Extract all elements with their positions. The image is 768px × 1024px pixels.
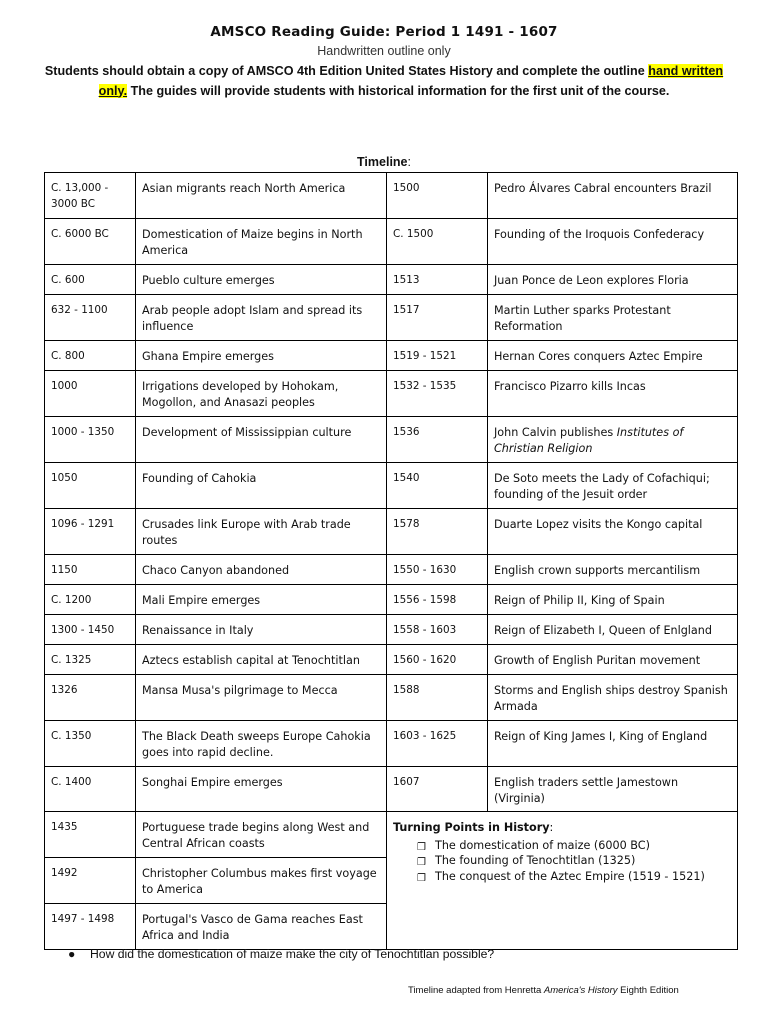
bullet-icon: ● (68, 947, 76, 961)
date-cell: C. 6000 BC (45, 219, 136, 265)
date-cell: 1558 - 1603 (387, 615, 488, 645)
table-row (45, 675, 738, 721)
date-cell: 1500 (387, 173, 488, 219)
event-cell: Portuguese trade begins along West and Central African coasts (136, 812, 387, 858)
event-cell: Francisco Pizarro kills Incas (488, 371, 738, 417)
date-cell: 1519 - 1521 (387, 341, 488, 371)
date-cell: 1513 (387, 265, 488, 295)
table-row (45, 812, 738, 858)
event-cell: Arab people adopt Islam and spread its influence (136, 295, 387, 341)
date-cell: C. 1325 (45, 645, 136, 675)
event-cell: Songhai Empire emerges (136, 767, 387, 812)
event-cell: Mali Empire emerges (136, 585, 387, 615)
footer-book-title: America's History (543, 985, 618, 996)
list-item (417, 838, 732, 854)
table-row (45, 509, 738, 555)
date-cell: C. 1200 (45, 585, 136, 615)
page-title: AMSCO Reading Guide: Period 1 1491 - 1607 (210, 24, 558, 40)
table-row (45, 417, 738, 463)
table-row (45, 721, 738, 767)
highlighted-instruction: hand written only. (98, 64, 724, 98)
page-subtitle: Handwritten outline only (317, 44, 451, 58)
date-cell: 1050 (45, 463, 136, 509)
event-cell: Founding of the Iroquois Confederacy (488, 219, 738, 265)
table-row (45, 371, 738, 417)
table-row (45, 265, 738, 295)
event-cell: Duarte Lopez visits the Kongo capital (488, 509, 738, 555)
date-cell: C. 1350 (45, 721, 136, 767)
event-cell: English traders settle Jamestown (Virginia) (488, 767, 738, 812)
table-row (45, 585, 738, 615)
turning-points-list (393, 838, 732, 885)
date-cell: 1497 - 1498 (45, 904, 136, 950)
event-cell (488, 417, 738, 463)
event-cell: Portugal's Vasco de Gama reaches East Africa and India (136, 904, 387, 950)
question-text: How did the domestication of maize make the city of Tenochtitlan possible? (90, 947, 495, 961)
event-cell: Development of Mississippian culture (136, 417, 387, 463)
date-cell: 1000 - 1350 (45, 417, 136, 463)
event-cell: Founding of Cahokia (136, 463, 387, 509)
date-cell: 1607 (387, 767, 488, 812)
date-cell: C. 800 (45, 341, 136, 371)
timeline-heading-text: Timeline (357, 155, 408, 169)
date-cell: 1492 (45, 858, 136, 904)
event-cell: Christopher Columbus makes first voyage to America (136, 858, 387, 904)
instructions-text-cont: The guides will provide students with historical information for the first unit of the course. (127, 83, 670, 98)
date-cell: C. 600 (45, 265, 136, 295)
event-text: John Calvin publishes (494, 426, 617, 439)
checkbox-bullet-icon: ❒ (417, 872, 426, 884)
instructions-text: Students should obtain a copy of AMSCO 4th Edition United States History and complete the outline (44, 64, 649, 78)
date-cell: 1532 - 1535 (387, 371, 488, 417)
instructions (40, 62, 728, 101)
date-cell: 1540 (387, 463, 488, 509)
footer-text: Timeline adapted from Henretta (408, 985, 544, 996)
table-row (45, 173, 738, 219)
turning-points-title: Turning Points in History (393, 821, 550, 834)
event-cell: Ghana Empire emerges (136, 341, 387, 371)
event-cell: De Soto meets the Lady of Cofachiqui; founding of the Jesuit order (488, 463, 738, 509)
timeline-table (44, 172, 738, 950)
event-cell: Pueblo culture emerges (136, 265, 387, 295)
date-cell: C. 1400 (45, 767, 136, 812)
turning-points-heading: Turning Points in History: (393, 821, 554, 834)
event-cell: Hernan Cores conquers Aztec Empire (488, 341, 738, 371)
table-row (45, 341, 738, 371)
table-row (45, 615, 738, 645)
date-cell: 1150 (45, 555, 136, 585)
table-row (45, 555, 738, 585)
event-cell: Storms and English ships destroy Spanish Armada (488, 675, 738, 721)
event-cell: Domestication of Maize begins in North America (136, 219, 387, 265)
event-cell: Reign of King James I, King of England (488, 721, 738, 767)
table-row (45, 295, 738, 341)
date-cell: 1096 - 1291 (45, 509, 136, 555)
date-cell: C. 1500 (387, 219, 488, 265)
date-cell: 1556 - 1598 (387, 585, 488, 615)
date-cell: 1536 (387, 417, 488, 463)
date-cell: 1578 (387, 509, 488, 555)
table-row (45, 645, 738, 675)
date-cell: 1000 (45, 371, 136, 417)
footer-credit (408, 985, 679, 996)
date-cell: 1550 - 1630 (387, 555, 488, 585)
event-cell: Chaco Canyon abandoned (136, 555, 387, 585)
checkbox-bullet-icon: ❒ (417, 857, 426, 868)
event-cell: Crusades link Europe with Arab trade routes (136, 509, 387, 555)
table-row (45, 463, 738, 509)
list-item (417, 853, 732, 869)
event-cell: Pedro Álvares Cabral encounters Brazil (488, 173, 738, 219)
event-cell: Asian migrants reach North America (136, 173, 387, 219)
turning-point-text: The conquest of the Aztec Empire (1519 - 1521) (435, 869, 705, 883)
event-cell: The Black Death sweeps Europe Cahokia goes into rapid decline. (136, 721, 387, 767)
footer-text-end: Eighth Edition (617, 985, 679, 996)
event-cell: Martin Luther sparks Protestant Reformation (488, 295, 738, 341)
event-cell: Reign of Elizabeth I, Queen of Enlgland (488, 615, 738, 645)
event-cell: Reign of Philip II, King of Spain (488, 585, 738, 615)
turning-point-text: The founding of Tenochtitlan (1325) (435, 854, 636, 867)
date-cell: 1300 - 1450 (45, 615, 136, 645)
date-cell: 1588 (387, 675, 488, 721)
date-cell: 1560 - 1620 (387, 645, 488, 675)
date-cell: 1326 (45, 675, 136, 721)
date-cell: 632 - 1100 (45, 295, 136, 341)
event-cell: Aztecs establish capital at Tenochtitlan (136, 645, 387, 675)
checkbox-bullet-icon: ❒ (417, 841, 426, 853)
turning-points-box (387, 812, 738, 950)
list-item (417, 869, 732, 885)
event-cell: Juan Ponce de Leon explores Floria (488, 265, 738, 295)
event-cell: Mansa Musa's pilgrimage to Mecca (136, 675, 387, 721)
timeline-body (45, 173, 738, 950)
turning-point-text: The domestication of maize (6000 BC) (435, 838, 650, 852)
date-cell: 1435 (45, 812, 136, 858)
date-cell: 1603 - 1625 (387, 721, 488, 767)
timeline-heading: Timeline: (357, 155, 411, 169)
date-cell: C. 13,000 - 3000 BC (45, 173, 136, 219)
event-cell: Irrigations developed by Hohokam, Mogollon, and Anasazi peoples (136, 371, 387, 417)
event-cell: Renaissance in Italy (136, 615, 387, 645)
event-cell: English crown supports mercantilism (488, 555, 738, 585)
book-title: Institutes of Christian Religion (494, 426, 684, 455)
question (68, 947, 494, 961)
event-cell: Growth of English Puritan movement (488, 645, 738, 675)
table-row (45, 219, 738, 265)
date-cell: 1517 (387, 295, 488, 341)
table-row (45, 767, 738, 812)
